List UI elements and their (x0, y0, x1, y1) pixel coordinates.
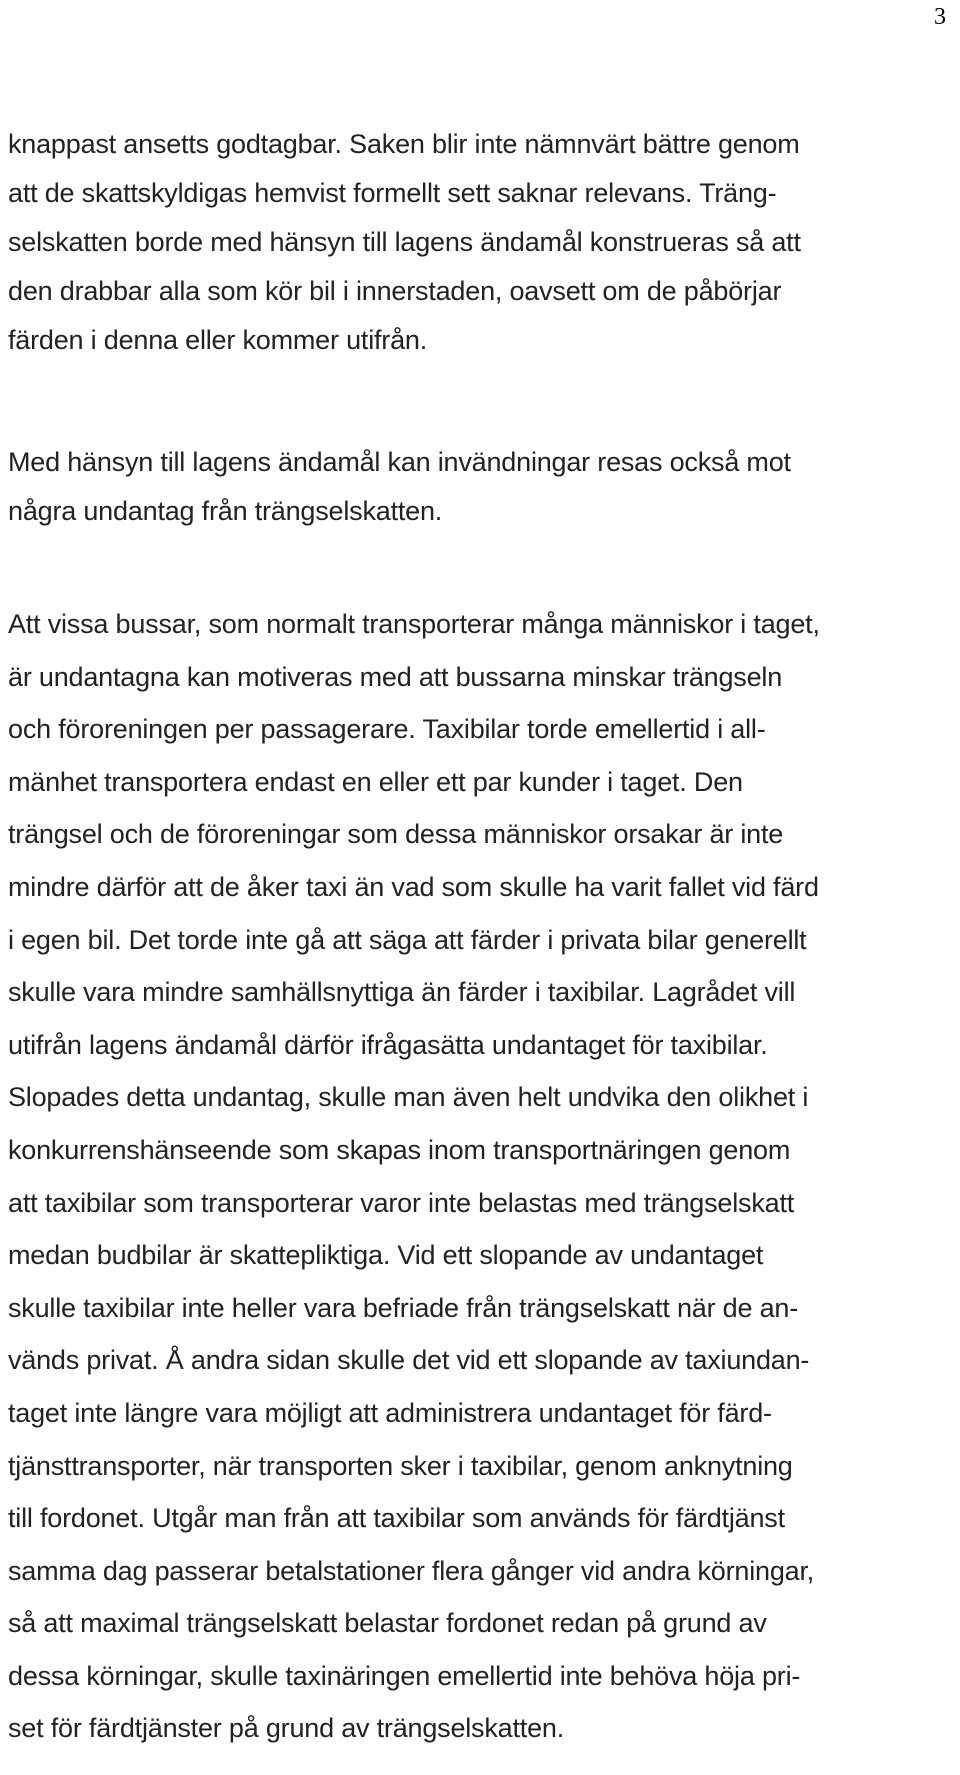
paragraph-1 (8, 120, 952, 365)
text-line: skulle taxibilar inte heller vara befriade från trängselskatt när de an- (8, 1292, 799, 1323)
text-line: i egen bil. Det torde inte gå att säga att färder i privata bilar generellt (8, 924, 807, 955)
text-line: så att maximal trängselskatt belastar fordonet redan på grund av (8, 1608, 767, 1639)
text-line: att de skattskyldigas hemvist formellt sett saknar relevans. Träng- (8, 178, 777, 208)
text-line: konkurrenshänseende som skapas inom transportnäringen genom (8, 1134, 791, 1165)
text-line: vänds privat. Å andra sidan skulle det vid ett slopande av taxiundan- (8, 1345, 810, 1376)
text-line: skulle vara mindre samhällsnyttiga än färder i taxibilar. Lagrådet vill (8, 977, 796, 1008)
text-line: set för färdtjänster på grund av trängselskatten. (8, 1713, 565, 1744)
text-line: samma dag passerar betalstationer flera gånger vid andra körningar, (8, 1555, 815, 1586)
text-line: till fordonet. Utgår man från att taxibilar som används för färdtjänst (8, 1503, 785, 1534)
text-line: medan budbilar är skattepliktiga. Vid ett slopande av undantaget (8, 1240, 764, 1271)
text-line: och föroreningen per passagerare. Taxibilar torde emellertid i all- (8, 714, 766, 745)
text-line: knappast ansetts godtagbar. Saken blir inte nämnvärt bättre genom (8, 129, 800, 159)
text-line: är undantagna kan motiveras med att bussarna minskar trängseln (8, 661, 783, 692)
text-line: Med hänsyn till lagens ändamål kan invändningar resas också mot (8, 447, 791, 477)
page-number: 3 (934, 4, 946, 30)
text-line: att taxibilar som transporterar varor inte belastas med trängselskatt (8, 1187, 795, 1218)
text-line: några undantag från trängselskatten. (8, 496, 443, 526)
text-line: Att vissa bussar, som normalt transporterar många människor i taget, (8, 609, 820, 639)
text-line: tjänsttransporter, när transporten sker i taxibilar, genom anknytning (8, 1450, 793, 1481)
text-line: taget inte längre vara möjligt att administrera undantaget för färd- (8, 1397, 772, 1428)
text-line: mänhet transportera endast en eller ett par kunder i taget. Den (8, 766, 743, 797)
text-line: Slopades detta undantag, skulle man även helt undvika den olikhet i (8, 1082, 809, 1113)
text-line: den drabbar alla som kör bil i innerstaden, oavsett om de påbörjar (8, 276, 782, 306)
text-line: färden i denna eller kommer utifrån. (8, 325, 428, 355)
text-line: trängsel och de föroreningar som dessa människor orsakar är inte (8, 819, 784, 850)
text-line: selskatten borde med hänsyn till lagens ändamål konstrueras så att (8, 227, 801, 257)
paragraph-2 (8, 438, 952, 536)
text-line: dessa körningar, skulle taxinäringen emellertid inte behöva höja pri- (8, 1660, 801, 1691)
text-line: mindre därför att de åker taxi än vad som skulle ha varit fallet vid färd (8, 871, 819, 902)
paragraph-3 (8, 598, 952, 1755)
text-line: utifrån lagens ändamål därför ifrågasätta undantaget för taxibilar. (8, 1029, 768, 1060)
